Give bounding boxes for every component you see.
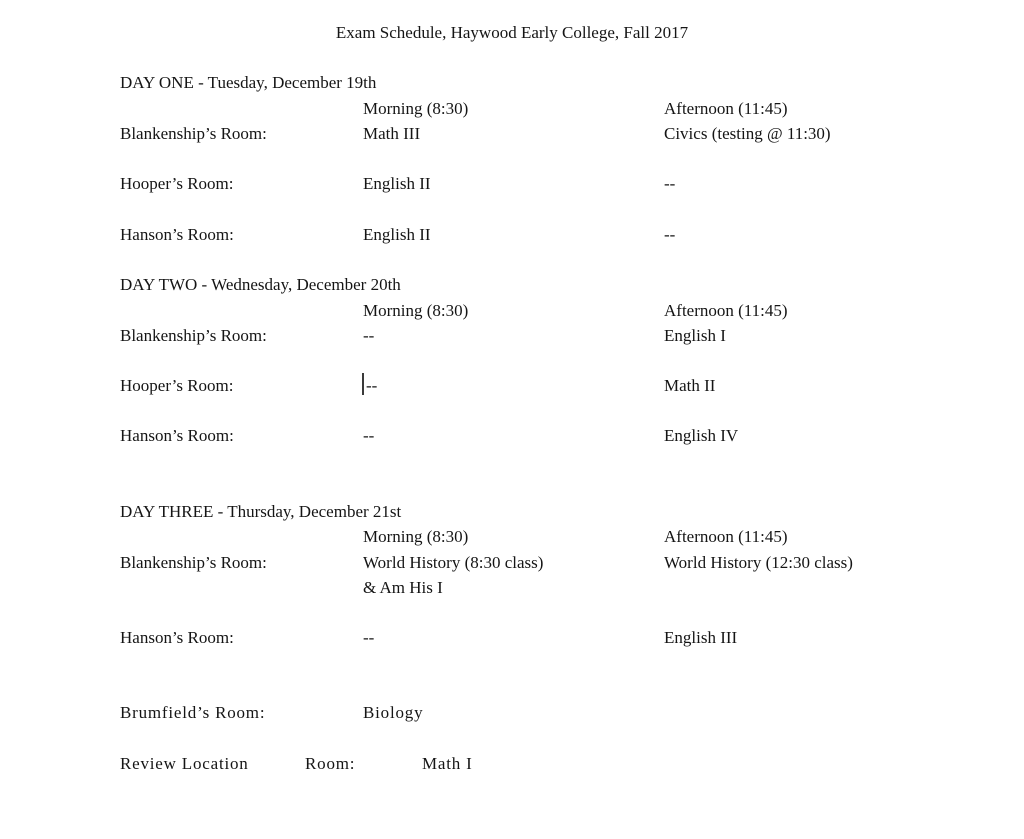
day-three-heading-line	[0, 499, 1024, 524]
day-one-heading: DAY ONE - Tuesday, December 19th	[120, 73, 377, 92]
review-location-row	[0, 751, 1024, 776]
table-row-continuation	[0, 575, 1024, 600]
table-row	[0, 121, 1024, 146]
morning-exam: English II	[363, 174, 431, 193]
room-label: Blankenship’s Room:	[120, 326, 267, 345]
morning-exam-continued: & Am His I	[363, 578, 443, 597]
table-row	[0, 700, 1024, 725]
day-one-column-headers	[0, 96, 1024, 121]
day-three-column-headers	[0, 524, 1024, 549]
room-label: Hanson’s Room:	[120, 628, 234, 647]
morning-column-header: Morning (8:30)	[363, 99, 469, 118]
morning-exam: --	[363, 326, 375, 345]
review-location-label: Review Location	[120, 754, 249, 773]
room-label: Blankenship’s Room:	[120, 553, 267, 572]
table-row	[0, 373, 1024, 398]
review-room-label: Room:	[305, 754, 356, 773]
day-two-column-headers	[0, 298, 1024, 323]
morning-exam: Math III	[363, 124, 421, 143]
day-two-heading-line	[0, 272, 1024, 297]
afternoon-exam: Math II	[664, 376, 716, 395]
morning-exam: --	[363, 628, 375, 647]
table-row	[0, 323, 1024, 348]
room-label: Blankenship’s Room:	[120, 124, 267, 143]
review-subject: Math I	[422, 754, 473, 773]
afternoon-exam: English III	[664, 628, 738, 647]
afternoon-exam: English IV	[664, 426, 739, 445]
afternoon-exam: --	[664, 174, 676, 193]
room-label: Hanson’s Room:	[120, 426, 234, 445]
day-one-heading-line	[0, 70, 1024, 95]
table-row	[0, 550, 1024, 575]
morning-exam: English II	[363, 225, 431, 244]
morning-exam: Biology	[363, 703, 424, 722]
day-two-heading: DAY TWO - Wednesday, December 20th	[120, 275, 401, 294]
day-three-heading: DAY THREE - Thursday, December 21st	[120, 502, 402, 521]
morning-exam: --	[366, 376, 378, 395]
morning-exam: --	[363, 426, 375, 445]
afternoon-exam: --	[664, 225, 676, 244]
afternoon-column-header: Afternoon (11:45)	[664, 527, 788, 546]
room-label: Hooper’s Room:	[120, 376, 234, 395]
table-row	[0, 171, 1024, 196]
room-label: Hanson’s Room:	[120, 225, 234, 244]
table-row	[0, 625, 1024, 650]
room-label: Brumfield’s Room:	[120, 703, 266, 722]
doc-title: Exam Schedule, Haywood Early College, Fall 2017	[335, 23, 689, 42]
morning-column-header: Morning (8:30)	[363, 527, 469, 546]
text-cursor	[362, 373, 364, 395]
afternoon-column-header: Afternoon (11:45)	[664, 99, 788, 118]
afternoon-exam: English I	[664, 326, 726, 345]
morning-exam: World History (8:30 class)	[363, 553, 544, 572]
morning-column-header: Morning (8:30)	[363, 301, 469, 320]
room-label: Hooper’s Room:	[120, 174, 234, 193]
table-row	[0, 222, 1024, 247]
table-row	[0, 423, 1024, 448]
afternoon-exam: Civics (testing @ 11:30)	[664, 124, 831, 143]
afternoon-exam: World History (12:30 class)	[664, 553, 853, 572]
afternoon-column-header: Afternoon (11:45)	[664, 301, 788, 320]
title-line	[0, 20, 1024, 45]
